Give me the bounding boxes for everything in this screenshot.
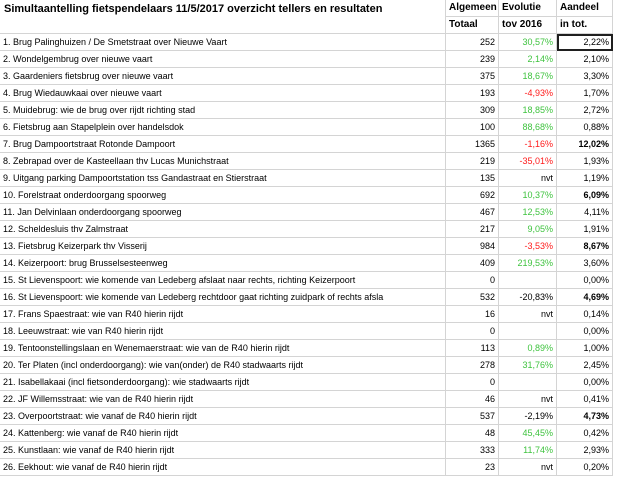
row-total-cell[interactable]: 135 (446, 170, 499, 187)
row-share-cell[interactable]: 4,11% (557, 204, 613, 221)
row-total-cell[interactable]: 0 (446, 272, 499, 289)
row-total-cell[interactable]: 537 (446, 408, 499, 425)
row-share-cell[interactable]: 1,70% (557, 85, 613, 102)
row-total-cell[interactable]: 1365 (446, 136, 499, 153)
row-evolution-cell[interactable]: nvt (499, 391, 557, 408)
header-share-line2[interactable]: in tot. (557, 17, 613, 34)
row-evolution-cell[interactable]: 219,53% (499, 255, 557, 272)
row-evolution-cell[interactable] (499, 374, 557, 391)
row-total-cell[interactable]: 100 (446, 119, 499, 136)
row-location-cell[interactable]: 2. Wondelgembrug over nieuwe vaart (0, 51, 446, 68)
row-evolution-cell[interactable]: -1,16% (499, 136, 557, 153)
row-location-cell[interactable]: 18. Leeuwstraat: wie van R40 hierin rijdt (0, 323, 446, 340)
row-total-cell[interactable]: 532 (446, 289, 499, 306)
header-total-line2[interactable]: Totaal (446, 17, 499, 34)
row-location-cell[interactable]: 11. Jan Delvinlaan onderdoorgang spoorweg (0, 204, 446, 221)
row-share-cell[interactable]: 2,22% (557, 34, 613, 51)
row-total-cell[interactable]: 467 (446, 204, 499, 221)
row-location-cell[interactable]: 17. Frans Spaestraat: wie van R40 hierin rijdt (0, 306, 446, 323)
row-location-cell[interactable]: 24. Kattenberg: wie vanaf de R40 hierin rijdt (0, 425, 446, 442)
row-evolution-cell[interactable]: 11,74% (499, 442, 557, 459)
row-evolution-cell[interactable]: nvt (499, 170, 557, 187)
row-share-cell[interactable]: 0,14% (557, 306, 613, 323)
row-share-cell[interactable]: 1,19% (557, 170, 613, 187)
row-total-cell[interactable]: 239 (446, 51, 499, 68)
row-evolution-cell[interactable]: 2,14% (499, 51, 557, 68)
row-location-cell[interactable]: 10. Forelstraat onderdoorgang spoorweg (0, 187, 446, 204)
row-location-cell[interactable]: 26. Eekhout: wie vanaf de R40 hierin rijdt (0, 459, 446, 476)
row-evolution-cell[interactable] (499, 272, 557, 289)
row-location-cell[interactable]: 7. Brug Dampoortstraat Rotonde Dampoort (0, 136, 446, 153)
row-location-cell[interactable]: 25. Kunstlaan: wie vanaf de R40 hierin rijdt (0, 442, 446, 459)
row-evolution-cell[interactable]: 10,37% (499, 187, 557, 204)
header-share-line1[interactable]: Aandeel (557, 0, 613, 17)
row-total-cell[interactable]: 984 (446, 238, 499, 255)
row-total-cell[interactable]: 16 (446, 306, 499, 323)
row-total-cell[interactable]: 409 (446, 255, 499, 272)
row-evolution-cell[interactable]: 30,57% (499, 34, 557, 51)
row-total-cell[interactable]: 375 (446, 68, 499, 85)
row-evolution-cell[interactable]: 45,45% (499, 425, 557, 442)
row-evolution-cell[interactable]: 18,85% (499, 102, 557, 119)
row-location-cell[interactable]: 23. Overpoortstraat: wie vanaf de R40 hierin rijdt (0, 408, 446, 425)
row-total-cell[interactable]: 252 (446, 34, 499, 51)
row-evolution-cell[interactable]: 12,53% (499, 204, 557, 221)
row-evolution-cell[interactable]: -20,83% (499, 289, 557, 306)
row-total-cell[interactable]: 46 (446, 391, 499, 408)
row-location-cell[interactable]: 21. Isabellakaai (incl fietsonderdoorgang): wie stadwaarts rijdt (0, 374, 446, 391)
header-evolution-line1[interactable]: Evolutie (499, 0, 557, 17)
row-share-cell[interactable]: 2,93% (557, 442, 613, 459)
row-total-cell[interactable]: 23 (446, 459, 499, 476)
row-evolution-cell[interactable]: nvt (499, 459, 557, 476)
row-share-cell[interactable]: 0,00% (557, 323, 613, 340)
row-share-cell[interactable]: 2,10% (557, 51, 613, 68)
row-location-cell[interactable]: 4. Brug Wiedauwkaai over nieuwe vaart (0, 85, 446, 102)
row-share-cell[interactable]: 0,00% (557, 272, 613, 289)
row-total-cell[interactable]: 217 (446, 221, 499, 238)
row-share-cell[interactable]: 2,45% (557, 357, 613, 374)
row-share-cell[interactable]: 3,30% (557, 68, 613, 85)
row-share-cell[interactable]: 1,00% (557, 340, 613, 357)
row-total-cell[interactable]: 0 (446, 323, 499, 340)
row-share-cell[interactable]: 8,67% (557, 238, 613, 255)
row-share-cell[interactable]: 0,42% (557, 425, 613, 442)
row-location-cell[interactable]: 14. Keizerpoort: brug Brusselsesteenweg (0, 255, 446, 272)
row-total-cell[interactable]: 692 (446, 187, 499, 204)
row-share-cell[interactable]: 0,88% (557, 119, 613, 136)
row-location-cell[interactable]: 22. JF Willemsstraat: wie van de R40 hierin rijdt (0, 391, 446, 408)
row-evolution-cell[interactable]: -4,93% (499, 85, 557, 102)
row-evolution-cell[interactable]: 88,68% (499, 119, 557, 136)
row-total-cell[interactable]: 219 (446, 153, 499, 170)
row-location-cell[interactable]: 8. Zebrapad over de Kasteellaan thv Lucas Munichstraat (0, 153, 446, 170)
row-evolution-cell[interactable] (499, 323, 557, 340)
row-location-cell[interactable]: 1. Brug Palinghuizen / De Smetstraat over Nieuwe Vaart (0, 34, 446, 51)
row-total-cell[interactable]: 113 (446, 340, 499, 357)
row-evolution-cell[interactable]: nvt (499, 306, 557, 323)
header-evolution-line2[interactable]: tov 2016 (499, 17, 557, 34)
sheet-title[interactable]: Simultaantelling fietspendelaars 11/5/2017 overzicht tellers en resultaten (0, 0, 446, 34)
row-total-cell[interactable]: 278 (446, 357, 499, 374)
row-share-cell[interactable]: 0,00% (557, 374, 613, 391)
row-evolution-cell[interactable]: -35,01% (499, 153, 557, 170)
row-evolution-cell[interactable]: 0,89% (499, 340, 557, 357)
row-location-cell[interactable]: 19. Tentoonstellingslaan en Wenemaerstraat: wie van de R40 hierin rijdt (0, 340, 446, 357)
row-share-cell[interactable]: 2,72% (557, 102, 613, 119)
row-evolution-cell[interactable]: -3,53% (499, 238, 557, 255)
row-evolution-cell[interactable]: 9,05% (499, 221, 557, 238)
row-share-cell[interactable]: 1,93% (557, 153, 613, 170)
row-location-cell[interactable]: 5. Muidebrug: wie de brug over rijdt richting stad (0, 102, 446, 119)
row-total-cell[interactable]: 309 (446, 102, 499, 119)
header-total-line1[interactable]: Algemeen (446, 0, 499, 17)
row-location-cell[interactable]: 3. Gaardeniers fietsbrug over nieuwe vaart (0, 68, 446, 85)
row-evolution-cell[interactable]: 18,67% (499, 68, 557, 85)
row-share-cell[interactable]: 0,41% (557, 391, 613, 408)
row-location-cell[interactable]: 16. St Lievenspoort: wie komende van Ledeberg rechtdoor gaat richting zuidpark of rechts afsla (0, 289, 446, 306)
row-share-cell[interactable]: 6,09% (557, 187, 613, 204)
row-location-cell[interactable]: 13. Fietsbrug Keizerpark thv Visserij (0, 238, 446, 255)
row-evolution-cell[interactable]: -2,19% (499, 408, 557, 425)
row-location-cell[interactable]: 20. Ter Platen (incl onderdoorgang): wie van(onder) de R40 stadwaarts rijdt (0, 357, 446, 374)
row-location-cell[interactable]: 12. Scheldesluis thv Zalmstraat (0, 221, 446, 238)
row-share-cell[interactable]: 0,20% (557, 459, 613, 476)
row-share-cell[interactable]: 3,60% (557, 255, 613, 272)
row-location-cell[interactable]: 9. Uitgang parking Dampoortstation tss Gandastraat en Stierstraat (0, 170, 446, 187)
row-total-cell[interactable]: 48 (446, 425, 499, 442)
row-share-cell[interactable]: 1,91% (557, 221, 613, 238)
row-total-cell[interactable]: 333 (446, 442, 499, 459)
row-share-cell[interactable]: 4,73% (557, 408, 613, 425)
row-evolution-cell[interactable]: 31,76% (499, 357, 557, 374)
row-total-cell[interactable]: 193 (446, 85, 499, 102)
row-location-cell[interactable]: 15. St Lievenspoort: wie komende van Ledeberg afslaat naar rechts, richting Keizerpoort (0, 272, 446, 289)
row-location-cell[interactable]: 6. Fietsbrug aan Stapelplein over handelsdok (0, 119, 446, 136)
row-total-cell[interactable]: 0 (446, 374, 499, 391)
row-share-cell[interactable]: 4,69% (557, 289, 613, 306)
row-share-cell[interactable]: 12,02% (557, 136, 613, 153)
